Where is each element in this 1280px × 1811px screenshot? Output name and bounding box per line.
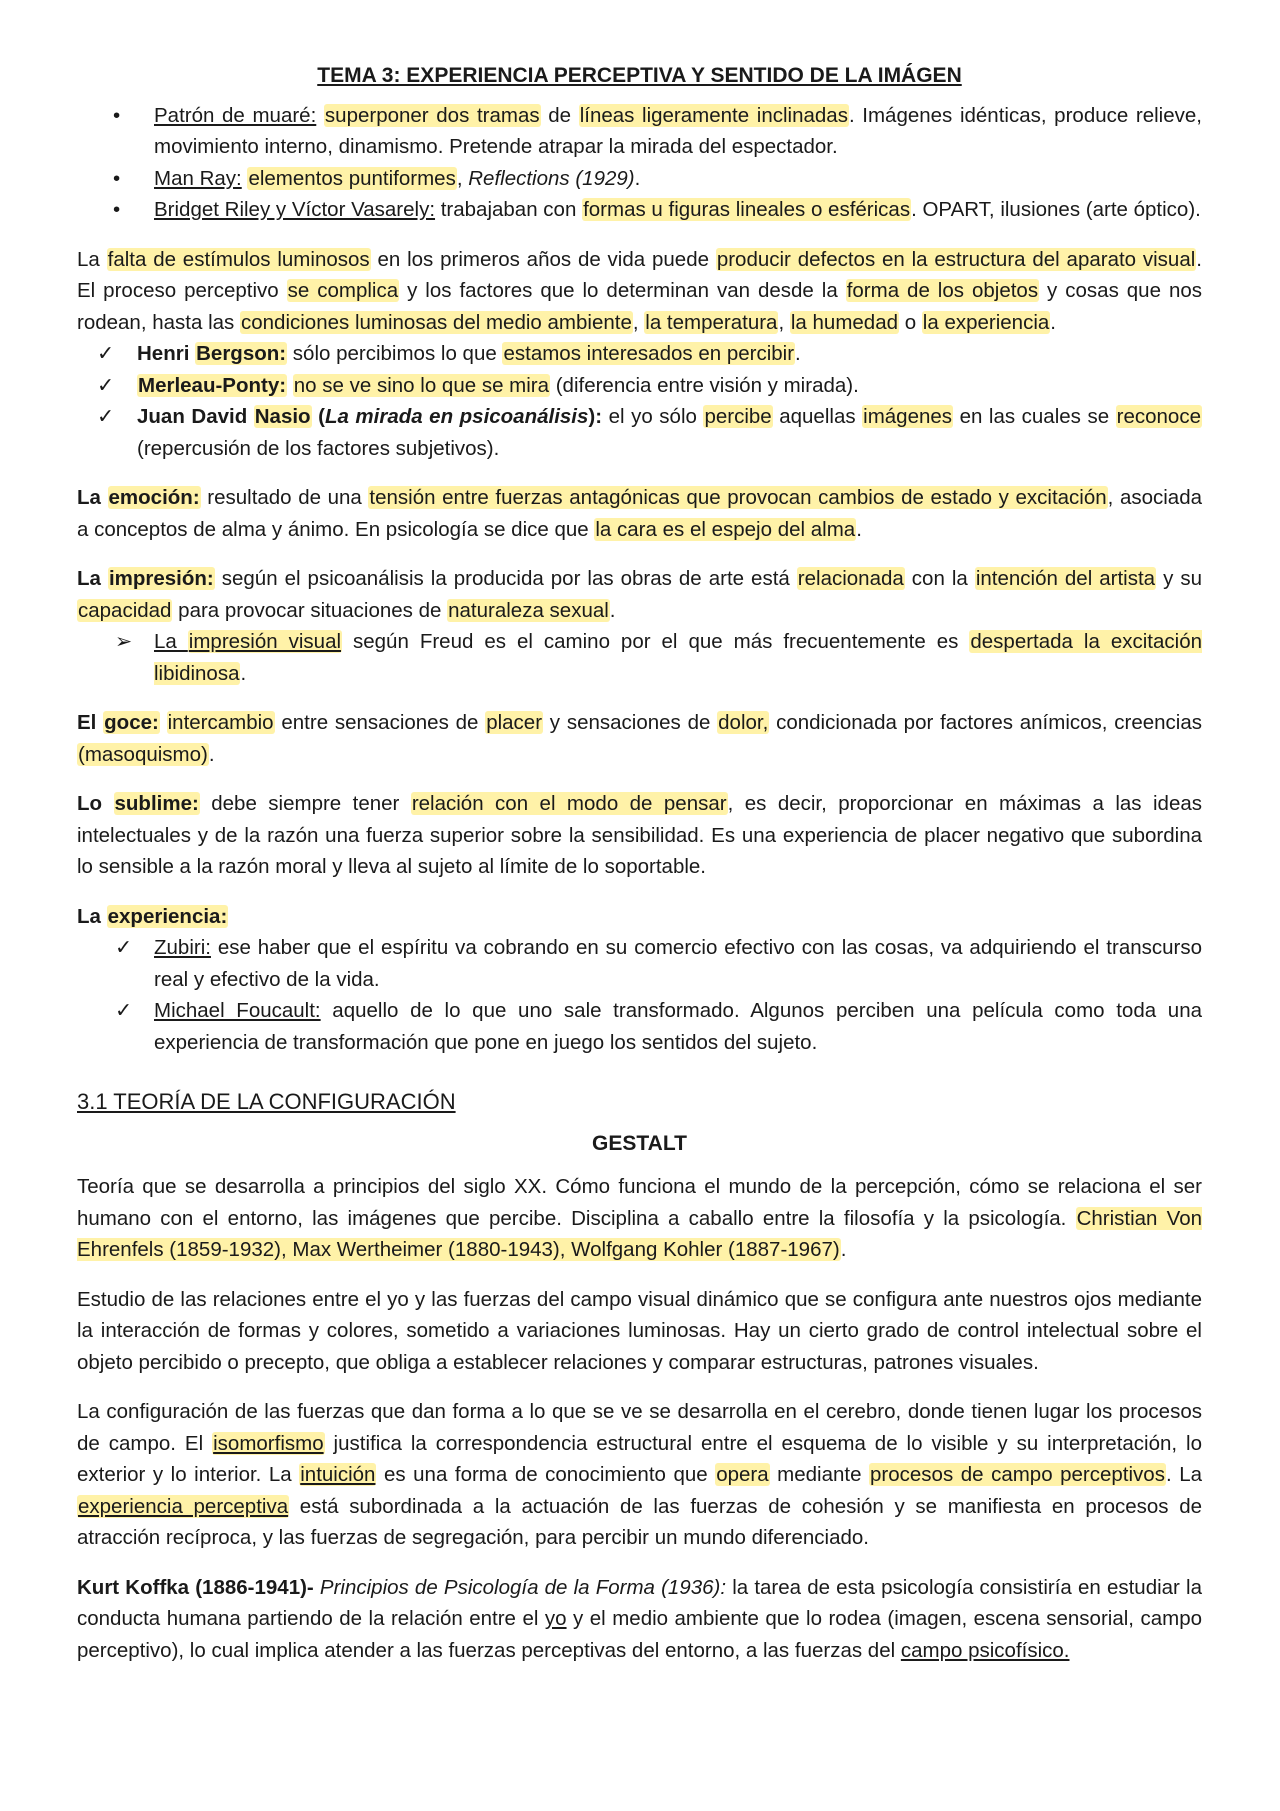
checkmark-icon: ✓ — [97, 405, 115, 428]
text: . — [240, 661, 247, 685]
text: de — [540, 103, 579, 127]
text: debe siempre tener — [199, 792, 411, 815]
highlight: intención del artista — [975, 567, 1156, 590]
highlight: líneas ligeramente inclinadas — [579, 103, 848, 127]
paragraph-experiencia — [77, 901, 1202, 933]
highlight: Bergson: — [196, 342, 287, 365]
underlined: campo psicofísico. — [900, 1638, 1070, 1662]
paragraph-goce — [77, 707, 1202, 770]
text: aquello de lo que uno sale transformado. Algunos perciben una película como toda una experiencia de transformación que pone en juego los sentidos del sujeto. — [154, 999, 1202, 1054]
text: con la — [904, 567, 975, 590]
document-page — [77, 60, 1202, 1666]
text: ( — [311, 405, 325, 428]
paragraph-impresion — [77, 563, 1202, 626]
arrow-list — [77, 626, 1202, 689]
highlight: Nasio — [254, 405, 311, 428]
text: según el psicoanálisis la producida por las obras de arte está — [214, 567, 797, 590]
italic-title: Reflections (1929) — [468, 166, 635, 190]
text: Kurt Koffka (1886-1941)- — [77, 1575, 314, 1599]
text: La — [77, 567, 108, 590]
text: Juan David — [137, 405, 254, 428]
highlight: emoción: — [108, 486, 200, 509]
list-item — [77, 100, 1202, 163]
text: . Imágenes idénticas, produce relieve, movimiento interno, dinamismo. Pretende atrapar la mirada del espectador. — [154, 103, 1202, 158]
text: y su — [1156, 567, 1202, 590]
paragraph-estimulos — [77, 244, 1202, 339]
text: . — [795, 342, 801, 365]
text: (diferencia entre visión y mirada). — [550, 373, 859, 397]
highlight: procesos de campo perceptivos — [870, 1463, 1165, 1486]
text: y el medio ambiente que lo rodea (imagen, escena sensorial, campo perceptivo), lo cual implica atender a las fuerzas perceptivas del entorno, a las fuerzas del — [77, 1607, 1202, 1662]
text: resultado de una — [200, 486, 369, 509]
text: El — [77, 711, 104, 734]
text: . — [609, 598, 616, 622]
text: según Freud es el camino por el que más frecuentemente es — [342, 630, 970, 653]
text: La configuración de las fuerzas que dan forma a lo que se ve se desarrolla en el cerebro, donde tienen lugar los procesos de campo. El — [77, 1400, 1202, 1455]
text — [160, 711, 167, 734]
highlight: estamos interesados en percibir — [503, 342, 795, 365]
text — [316, 104, 324, 127]
list-item — [77, 194, 1202, 226]
term: Zubiri: — [154, 936, 211, 959]
highlight: (masoquismo) — [78, 742, 208, 766]
term: Patrón de muaré: — [154, 103, 317, 127]
list-item — [77, 626, 1202, 689]
paragraph-estudio: Estudio de las relaciones entre el yo y las fuerzas del campo visual dinámico que se configura ante nuestros ojos mediante la interacción de formas y colores, sometido a variaciones luminosas. Hay un cierto grado de control intelectual sobre el objeto percibido o precepto, que obliga a establecer relaciones y comparar estructuras, patrones visuales. — [77, 1287, 1202, 1374]
text: Lo — [77, 792, 114, 815]
text: ese haber que el espíritu va cobrando en su comercio efectivo con las cosas, va adquiriendo el transcurso real y efectivo de la vida. — [154, 936, 1202, 991]
list-item — [77, 338, 1202, 370]
italic-title: Principios de Psicología de la Forma (1936): — [313, 1575, 727, 1599]
check-list-1 — [77, 338, 1202, 464]
highlight: relacionada — [797, 567, 904, 590]
highlight: no se ve sino lo que se mira — [293, 373, 550, 397]
text: Henri — [137, 342, 196, 365]
highlight: capacidad — [78, 598, 172, 622]
text: es una forma de conocimiento que — [376, 1463, 716, 1486]
term: Bridget Riley y Víctor Vasarely: — [154, 198, 436, 221]
highlight: isomorfismo — [213, 1431, 324, 1455]
text: . La — [1165, 1463, 1202, 1486]
checkmark-icon: ✓ — [97, 342, 115, 365]
text: La — [77, 904, 107, 928]
highlight: experiencia: — [107, 904, 228, 928]
text: La — [77, 486, 108, 509]
text: (repercusión de los factores subjetivos). — [137, 436, 500, 460]
highlight: intercambio — [167, 711, 274, 734]
subsection-title: GESTALT — [592, 1131, 687, 1155]
paragraph-koffka — [77, 1572, 1202, 1667]
highlight: despertada la excitación libidinosa — [154, 630, 1203, 685]
highlight: percibe — [704, 405, 772, 428]
text: y sensaciones de — [543, 711, 718, 734]
page-title: TEMA 3: EXPERIENCIA PERCEPTIVA Y SENTIDO DE LA IMÁGEN — [317, 64, 962, 87]
highlight: tensión entre fuerzas antagónicas que provocan cambios de estado y excitación — [369, 486, 1107, 509]
bullet-icon: • — [113, 166, 121, 190]
text: aquellas — [772, 405, 863, 428]
highlight: placer — [486, 711, 543, 734]
bullet-icon: • — [113, 198, 121, 221]
list-item — [77, 995, 1202, 1058]
paragraph-configuracion — [77, 1396, 1202, 1554]
highlight: forma de los objetos — [846, 279, 1039, 302]
text: . — [840, 1238, 847, 1261]
highlight: sublime: — [114, 792, 199, 815]
highlight: opera — [716, 1463, 769, 1486]
highlight: la humedad — [790, 310, 898, 334]
text: está subordinada a la actuación de las fuerzas de cohesión y se manifiesta en procesos de atracción recíproca, y las fuerzas de segregación, para percibir un mundo diferenciado. — [77, 1494, 1203, 1549]
highlight: la experiencia — [922, 310, 1050, 334]
checkmark-icon: ✓ — [115, 936, 133, 959]
italic-title: La mirada en psicoanálisis — [324, 405, 589, 428]
text: justifica la correspondencia estructural entre el esquema de lo visible y su interpretación, lo exterior y lo interior. La — [77, 1431, 1202, 1486]
text: en las cuales se — [953, 405, 1116, 428]
highlight: la cara es el espejo del alma — [595, 517, 856, 541]
list-item — [77, 401, 1202, 464]
text: La — [77, 247, 107, 271]
text: , asociada a conceptos de alma y ánimo. En psicología se dice que — [77, 486, 1203, 541]
text: la tarea de esta psicología consistiría en estudiar la conducta humana partiendo de la relación entre el — [77, 1575, 1202, 1630]
checkmark-icon: ✓ — [115, 999, 133, 1022]
list-item — [77, 163, 1202, 195]
underlined: yo — [544, 1607, 567, 1630]
text: en los primeros años de vida puede — [370, 247, 716, 271]
highlight: impresión: — [108, 567, 214, 590]
checkmark-icon: ✓ — [97, 373, 115, 397]
text: , — [778, 310, 790, 334]
section-heading: 3.1 TEORÍA DE LA CONFIGURACIÓN — [77, 1089, 456, 1114]
term: Man Ray: — [154, 166, 242, 190]
text: sólo percibimos lo que — [287, 342, 503, 365]
highlight: formas u figuras lineales o esféricas — [583, 198, 911, 221]
highlight: reconoce — [1116, 405, 1201, 428]
check-list-2 — [77, 932, 1202, 1058]
term: Michael Foucault: — [154, 999, 321, 1022]
text: trabajaban con — [435, 198, 583, 221]
text — [287, 374, 293, 397]
paragraph-teoria — [77, 1171, 1202, 1266]
text: y los factores que lo determinan van desde la — [399, 279, 846, 302]
text: o — [899, 310, 922, 334]
paragraph-sublime — [77, 788, 1202, 883]
text: , — [632, 310, 645, 334]
highlight: producir defectos en la estructura del aparato visual — [716, 247, 1196, 271]
highlight: naturaleza sexual — [448, 598, 609, 622]
text: . — [208, 742, 215, 766]
highlight: falta de estímulos luminosos — [107, 247, 370, 271]
highlight: imágenes — [863, 405, 953, 428]
highlight: elementos puntiformes — [248, 166, 456, 190]
highlight: condiciones luminosas del medio ambiente — [240, 310, 632, 334]
text: condicionada por factores anímicos, creencias — [769, 711, 1202, 734]
text: . — [1050, 310, 1056, 334]
text: y cosas que nos rodean, hasta las — [77, 279, 1202, 334]
highlight: intuición — [300, 1463, 376, 1486]
highlight: relación con el modo de pensar — [411, 792, 727, 815]
text: . OPART, ilusiones (arte óptico). — [911, 198, 1201, 221]
text: ): — [588, 405, 603, 428]
highlight: la temperatura — [645, 310, 778, 334]
paragraph-emocion — [77, 482, 1202, 545]
text: para provocar situaciones de — [172, 598, 448, 622]
highlight: Christian Von Ehrenfels (1859-1932), Max Wertheimer (1880-1943), Wolfgang Kohler (1887-1967) — [77, 1206, 1202, 1261]
text: . — [634, 166, 641, 190]
text: mediante — [769, 1463, 870, 1486]
highlight: experiencia perceptiva — [78, 1494, 289, 1518]
text: . El proceso perceptivo — [77, 247, 1202, 302]
highlight: se complica — [287, 279, 399, 302]
highlight: impresión visual — [188, 630, 342, 653]
highlight: goce: — [104, 711, 159, 734]
list-item — [77, 370, 1202, 402]
highlight: Merleau-Ponty: — [138, 373, 287, 397]
text: , — [456, 166, 469, 190]
bullet-list-1 — [77, 100, 1202, 226]
arrow-icon: ➢ — [115, 630, 133, 653]
bullet-icon: • — [113, 103, 121, 127]
highlight: superponer dos tramas — [324, 103, 540, 127]
text: . — [856, 517, 862, 541]
text: entre sensaciones de — [274, 711, 486, 734]
text: Teoría que se desarrolla a principios del siglo XX. Cómo funciona el mundo de la percepción, cómo se relaciona el ser humano con el entorno, las imágenes que percibe. Disciplina a caballo entre la filosofía y la psicología. — [77, 1175, 1202, 1230]
text: el yo sólo — [602, 405, 704, 428]
text: , es decir, proporcionar en máximas a las ideas intelectuales y de la razón una fuerza superior sobre la sensibilidad. Es una experiencia de placer negativo que subordina lo sensible a la razón moral y lleva al sujeto al límite de lo soportable. — [77, 792, 1202, 878]
list-item — [77, 932, 1202, 995]
highlight: dolor, — [718, 711, 769, 734]
text: La — [154, 630, 188, 653]
